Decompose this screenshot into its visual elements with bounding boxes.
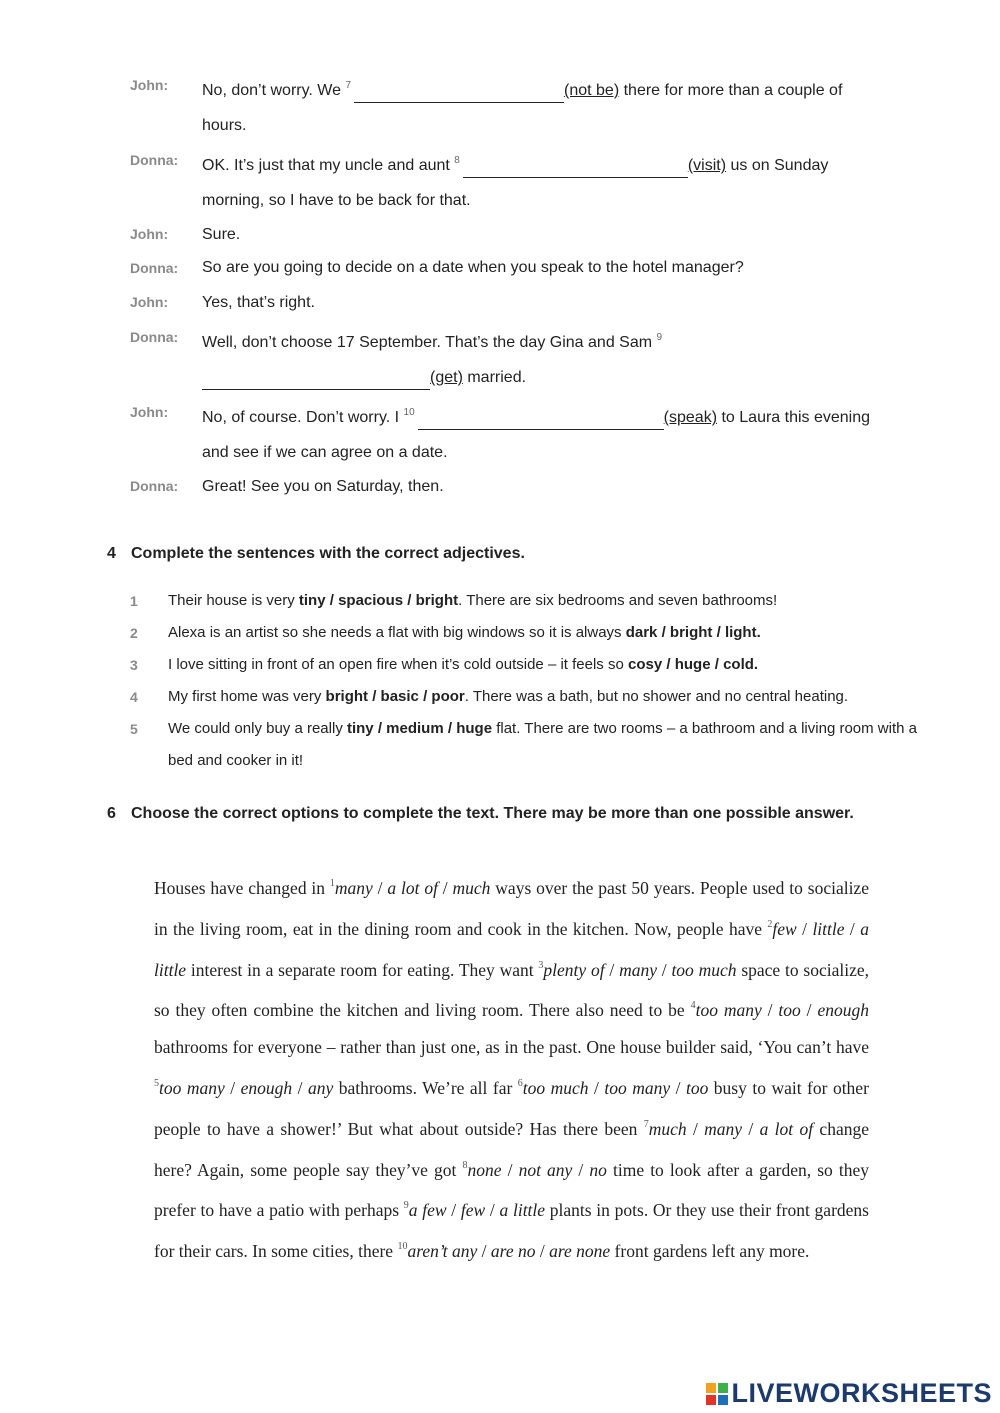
list-item xyxy=(130,649,920,681)
item-number: 5 xyxy=(130,721,138,737)
speaker: Donna: xyxy=(130,152,179,168)
adjective-option[interactable]: dark xyxy=(625,624,658,641)
word-option[interactable]: any xyxy=(307,1077,334,1098)
word-option[interactable]: enough xyxy=(240,1077,293,1098)
adjective-option[interactable]: basic xyxy=(380,688,419,705)
gap-number: 7 xyxy=(643,1118,649,1130)
section-title: Complete the sentences with the correct adjectives. xyxy=(131,545,525,562)
list-item xyxy=(130,713,920,777)
blank-number: 7 xyxy=(345,80,352,91)
word-option[interactable]: too many xyxy=(604,1077,671,1098)
blank-number: 9 xyxy=(656,332,663,343)
item-text: We could only buy a really tiny / medium / huge flat. There are two rooms – a bathroom and a living room with a bed and cooker in it! xyxy=(168,720,917,769)
word-option[interactable]: are none xyxy=(549,1241,611,1262)
list-item xyxy=(130,681,920,713)
logo-text: LIVEWORKSHEETS xyxy=(731,1378,992,1408)
adjective-option[interactable]: bright xyxy=(415,592,459,609)
speaker: Donna: xyxy=(130,478,179,494)
speaker: John: xyxy=(130,77,169,93)
word-option[interactable]: a lot of xyxy=(759,1118,814,1139)
word-option[interactable]: too much xyxy=(671,959,737,980)
answer-blank-7[interactable] xyxy=(354,84,564,103)
blank-number: 10 xyxy=(403,407,415,418)
word-option[interactable]: plenty of xyxy=(543,959,605,980)
word-option[interactable]: a little xyxy=(499,1200,546,1221)
speaker: John: xyxy=(130,226,169,242)
word-option[interactable]: enough xyxy=(817,1000,869,1021)
gap-number: 9 xyxy=(403,1200,409,1212)
word-option[interactable]: too much xyxy=(522,1077,589,1098)
word-option[interactable]: many xyxy=(704,1118,743,1139)
word-option[interactable]: few xyxy=(460,1200,486,1221)
word-option[interactable]: too xyxy=(778,1000,801,1021)
adjective-option[interactable]: tiny xyxy=(346,720,374,737)
item-number: 3 xyxy=(130,657,138,673)
word-option[interactable]: too xyxy=(685,1077,709,1098)
adjective-option[interactable]: cold. xyxy=(723,656,759,673)
adjective-option[interactable]: bright xyxy=(669,624,713,641)
gap-number: 2 xyxy=(767,918,773,930)
adjective-option[interactable]: spacious xyxy=(338,592,404,609)
word-option[interactable]: few xyxy=(772,918,797,939)
dialogue-line: Donna: So are you going to decide on a date when you speak to the hotel manager? xyxy=(130,251,920,285)
verb-hint: (not be) xyxy=(564,82,620,99)
word-option[interactable]: much xyxy=(452,878,491,898)
verb-hint: (visit) xyxy=(687,157,727,174)
word-option[interactable]: are no xyxy=(490,1241,536,1262)
item-number: 2 xyxy=(130,625,138,641)
word-option[interactable]: little xyxy=(812,918,845,939)
word-option[interactable]: too many xyxy=(159,1077,225,1098)
word-option[interactable]: no xyxy=(589,1159,607,1180)
adjective-option[interactable]: light. xyxy=(724,624,761,641)
word-option[interactable]: a little xyxy=(154,918,869,980)
item-number: 1 xyxy=(130,593,138,609)
logo-icon xyxy=(706,1383,728,1405)
speaker: John: xyxy=(130,294,169,310)
list-item xyxy=(130,585,920,617)
answer-blank-9[interactable] xyxy=(202,371,430,390)
dialogue-line: John: Yes, that’s right. xyxy=(130,285,920,320)
item-text: My first home was very bright / basic / poor. There was a bath, but no shower and no central heating. xyxy=(168,688,849,705)
item-text: I love sitting in front of an open fire when it’s cold outside – it feels so cosy / huge / cold. xyxy=(168,656,759,673)
word-option[interactable]: too many xyxy=(695,1000,762,1021)
word-option[interactable]: many xyxy=(619,959,657,980)
adjective-option[interactable]: cosy xyxy=(627,656,663,673)
item-text: Their house is very tiny / spacious / bright. There are six bedrooms and seven bathrooms! xyxy=(168,592,778,609)
answer-blank-10[interactable] xyxy=(418,411,664,430)
speaker: Donna: xyxy=(130,329,179,345)
word-option[interactable]: none xyxy=(467,1159,502,1180)
word-option[interactable]: a few xyxy=(408,1200,447,1221)
item-number: 4 xyxy=(130,689,138,705)
liveworksheets-logo xyxy=(706,1378,992,1409)
gap-number: 1 xyxy=(329,878,335,889)
dialogue-line: John: No, of course. Don’t worry. I $^{10}$ (speak) to Laura this evening xyxy=(130,395,920,435)
section-4-heading: 4 Complete the sentences with the correct adjectives. xyxy=(107,545,525,562)
adjective-option[interactable]: poor xyxy=(431,688,465,705)
word-option[interactable]: not any xyxy=(518,1159,573,1180)
dialogue-line: Donna: OK. It’s just that my uncle and aunt $^8$ (visit) us on Sunday xyxy=(130,143,920,183)
text-passage: Houses have changed in $^1$many / a lot of / much ways over the past 50 years. People used to socialize in the living room, eat in the dining room and cook in the kitchen. Now, people have $^2$few / little / a little interest in a separate room for eating. They want $^3$plenty of / many / too much space to socialize, so they often combine the kitchen and living room. There also need to be $^4$too many / too / enough bathrooms for everyone – rather than just one, as in the past. One house builder said, ‘You can’t have $^5$too many / enough / any bathrooms. We’re all far $^6$too much / too many / too busy to wait for other people to have a shower!’ But what about outside? Has there been $^7$much / many / a lot of change here? Again, some people say they’ve got $^8$none / not any / no time to look after a garden, so they prefer to have a patio with perhaps $^9$a few / few / a little plants in pots. Or they use their front gardens for their cars. In some cities, there $^{10}$aren’t any / are no / are none front gardens left any more. xyxy=(154,878,869,1262)
adjective-option[interactable]: bright xyxy=(325,688,369,705)
word-option[interactable]: many xyxy=(334,878,373,898)
gap-number: 8 xyxy=(462,1159,468,1171)
dialogue-line: Donna: Great! See you on Saturday, then. xyxy=(130,470,920,503)
adjective-option[interactable]: tiny xyxy=(298,592,326,609)
gap-number: 4 xyxy=(690,1000,696,1012)
item-text: Alexa is an artist so she needs a flat with big windows so it is always dark / bright / light. xyxy=(168,624,761,641)
answer-blank-8[interactable] xyxy=(463,159,688,178)
gap-number: 3 xyxy=(538,959,544,971)
adjective-list xyxy=(130,585,920,777)
dialogue-line: Donna: Well, don’t choose 17 September. That’s the day Gina and Sam $^9$ xyxy=(130,320,920,360)
gap-number: 5 xyxy=(154,1077,159,1089)
list-item xyxy=(130,617,920,649)
word-option[interactable]: aren’t any xyxy=(407,1241,478,1262)
adjective-option[interactable]: huge xyxy=(456,720,493,737)
speaker: John: xyxy=(130,404,169,420)
gap-number: 6 xyxy=(517,1077,523,1089)
blank-number: 8 xyxy=(454,155,460,166)
dialogue-line: John: Sure. xyxy=(130,218,920,251)
verb-hint: (speak) xyxy=(663,409,718,426)
word-option[interactable]: much xyxy=(648,1118,687,1139)
section-6-heading: 6 Choose the correct options to complete the text. There may be more than one possible answer. xyxy=(107,805,854,822)
gap-number: 10 xyxy=(397,1241,408,1253)
dialogue-line: John: No, don’t worry. We $^7$ (not be) there for more than a couple of xyxy=(130,68,920,108)
verb-hint: (get) xyxy=(430,369,463,386)
adjective-option[interactable]: medium xyxy=(386,720,444,737)
dialogue: John: No, don’t worry. We $^7$ (not be) there for more than a couple of hours. Donna: OK. It’s just that my uncle and aunt $^8$ (visit) us on Sunday morning, so I have to be back for that. John: Sure. Donna: So are you going to decide on a date when you speak to the hotel manager? John: Yes, that’s right. Donna: Well, don’t choose 17 September. That’s the day Gina and Sam $^9$ (get) married. John: No, of course. Don’t worry. I $^{10}$ (speak) to Laura this evening and see if we can agree on a date. Donna: Great! See you on Saturday, then. xyxy=(130,68,920,503)
adjective-option[interactable]: huge xyxy=(674,656,711,673)
word-option[interactable]: a lot of xyxy=(387,878,438,898)
section-title: Choose the correct options to complete the text. There may be more than one possible answer. xyxy=(131,805,854,822)
speaker: Donna: xyxy=(130,260,179,276)
